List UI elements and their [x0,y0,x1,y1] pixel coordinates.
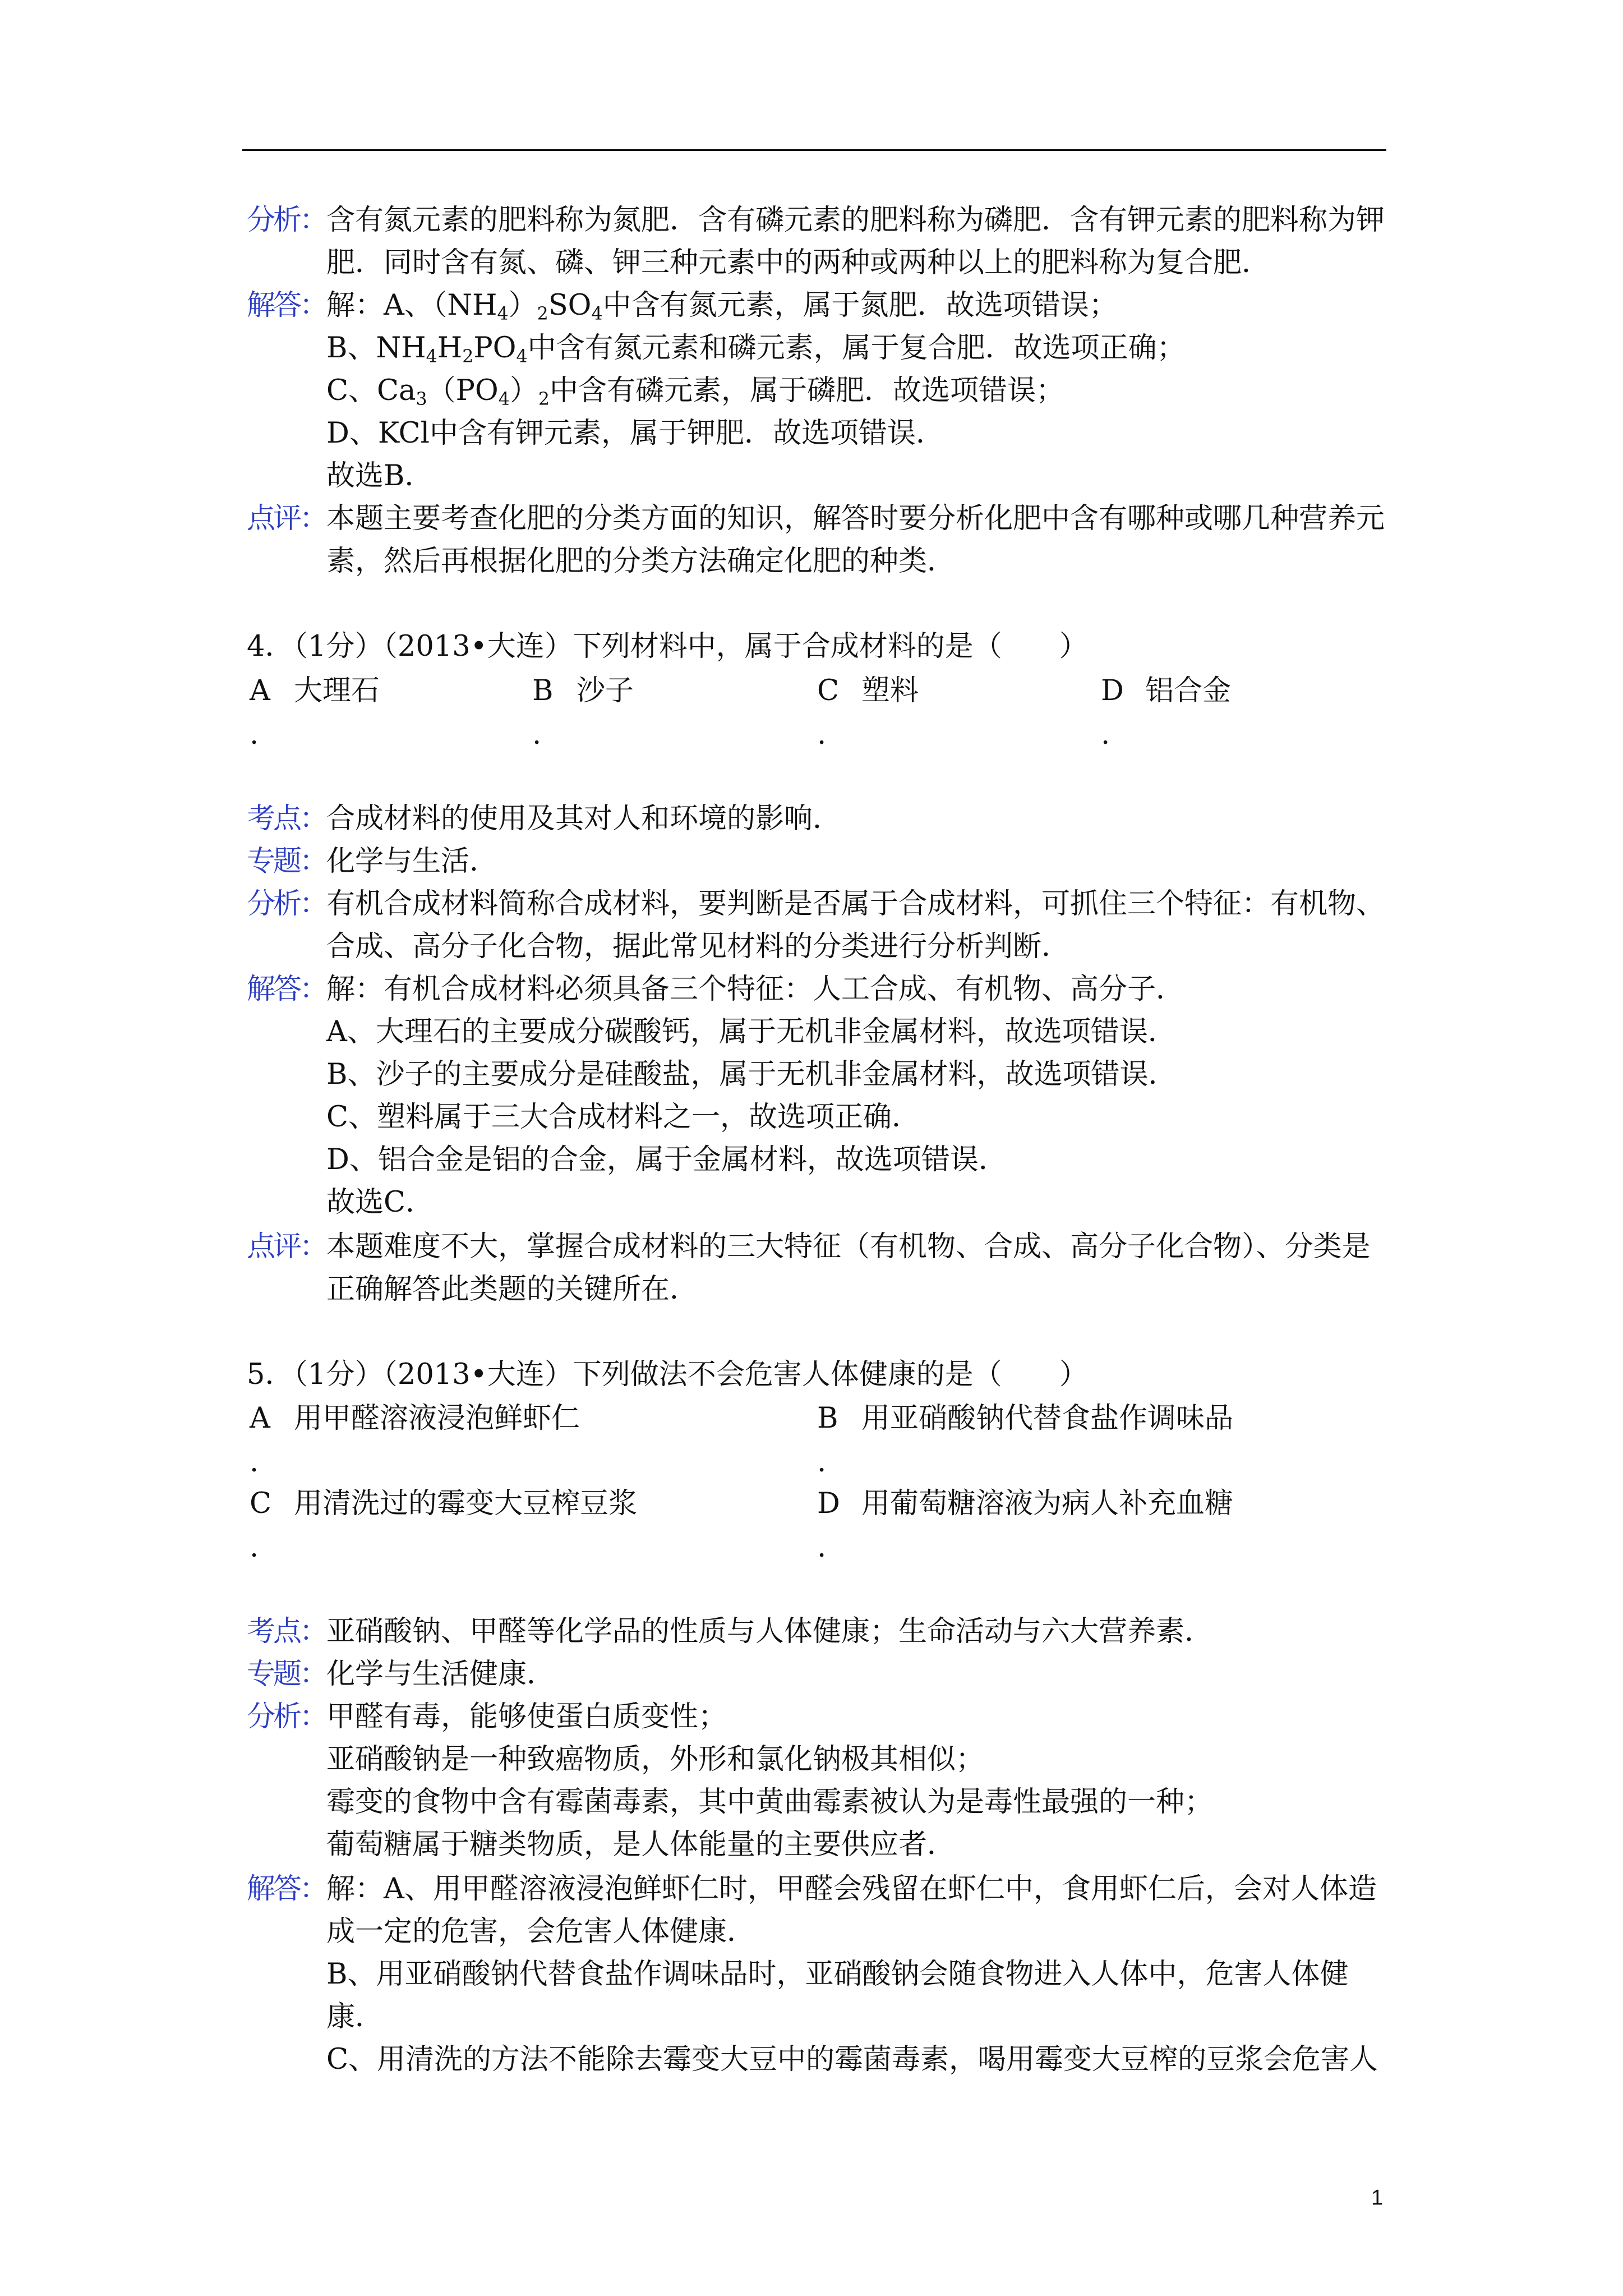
kaodian-label: 考点： [247,1615,326,1648]
option-letter: A [250,674,270,707]
answer-line [247,968,1184,1011]
option-letter: C [250,1487,272,1520]
option-text: 沙子 [577,674,634,707]
answer-conclusion: 故选C． [326,1186,435,1219]
analysis-label: 分析： [247,1700,326,1733]
option-dot: . [250,718,259,751]
option-dot: . [532,718,542,751]
option-c [250,1483,638,1569]
answer-label: 解答： [247,289,326,322]
analysis-line [247,1696,727,1738]
zhuanti-line [247,1653,555,1696]
option-text: 用清洗过的霉变大豆榨豆浆 [294,1487,638,1520]
option-text: 塑料 [861,674,919,707]
answer-line: C、用清洗的方法不能除去霉变大豆中的霉菌毒素，喝用霉变大豆榨的豆浆会危害人 [326,2043,1378,2076]
option-text: 用葡萄糖溶液为病人补充血糖 [861,1487,1234,1520]
option-letter: B [817,1402,838,1435]
option-b [817,1397,1234,1484]
kaodian-line [247,1611,1213,1653]
analysis-line: 亚硝酸钠是一种致癌物质，外形和氯化钠极其相似； [326,1743,985,1776]
answer-line [247,284,1118,327]
comment-line: 素，然后再根据化肥的分类方法确定化肥的种类． [326,545,956,578]
comment-text: 本题难度不大，掌握合成材料的三大特征（有机物、合成、高分子化合物）、分类是 [326,1230,1371,1263]
analysis-line: 合成、高分子化合物，据此常见材料的分类进行分析判断． [326,930,1071,963]
option-a [250,670,519,756]
answer-text: 解：A、$(NH_4)_2SO_4$中含有氮元素，属于氮肥．故选项错误； [326,289,1118,324]
option-d [817,1483,1234,1569]
analysis-text: 甲醛有毒，能够使蛋白质变性； [326,1700,727,1733]
analysis-text: 含有氮元素的肥料称为氮肥．含有磷元素的肥料称为磷肥．含有钾元素的肥料称为钾 [326,204,1385,237]
analysis-line: 葡萄糖属于糖类物质，是人体能量的主要供应者． [326,1828,956,1861]
comment-line [247,498,1385,540]
kaodian-line [247,798,841,840]
analysis-line: 肥．同时含有氮、磷、钾三种元素中的两种或两种以上的肥料称为复合肥． [326,246,1271,279]
comment-label: 点评： [247,502,326,535]
comment-label: 点评： [247,1230,326,1263]
answer-line: A、大理石的主要成分碳酸钙，属于无机非金属材料，故选项错误． [326,1015,1177,1048]
option-text: 用亚硝酸钠代替食盐作调味品 [861,1402,1234,1435]
option-letter: B [532,674,554,707]
option-c [817,670,1086,756]
zhuanti-text: 化学与生活健康． [326,1658,556,1691]
answer-label: 解答： [247,1872,326,1906]
kaodian-text: 亚硝酸钠、甲醛等化学品的性质与人体健康；生命活动与六大营养素． [326,1615,1214,1648]
option-letter: A [250,1402,270,1435]
option-text: 铝合金 [1145,674,1232,707]
option-letter: C [817,674,840,707]
analysis-line [247,199,1385,242]
option-dot: . [250,1446,259,1479]
answer-line: C、塑料属于三大合成材料之一，故选项正确． [326,1101,921,1134]
option-letter: D [817,1487,840,1520]
option-dot: . [817,718,827,751]
comment-text: 本题主要考查化肥的分类方面的知识，解答时要分析化肥中含有哪种或哪几种营养元 [326,502,1385,535]
option-text: 大理石 [294,674,380,707]
option-text: 用甲醛溶液浸泡鲜虾仁 [294,1402,580,1435]
option-dot: . [1101,718,1110,751]
answer-line: 成一定的危害，会危害人体健康． [326,1915,756,1948]
kaodian-label: 考点： [247,802,326,835]
option-d [1101,670,1370,756]
option-dot: . [817,1446,827,1479]
page-number: 1 [1371,2186,1384,2210]
zhuanti-text: 化学与生活． [326,845,499,878]
option-letter: D [1101,674,1124,707]
option-b [532,670,801,756]
option-dot: . [817,1531,827,1564]
answer-line [247,1868,1377,1911]
answer-line: B、$NH_4H_2PO_4$中含有氮元素和磷元素，属于复合肥．故选项正确； [326,332,1186,367]
analysis-line: 霉变的食物中含有霉菌毒素，其中黄曲霉素被认为是毒性最强的一种； [326,1786,1214,1819]
question-stem: 5．（1分）（2013•大连）下列做法不会危害人体健康的是（ ） [247,1358,1088,1391]
kaodian-text: 合成材料的使用及其对人和环境的影响． [326,802,842,835]
answer-text: 解：A、用甲醛溶液浸泡鲜虾仁时，甲醛会残留在虾仁中，食用虾仁后，会对人体造 [326,1872,1377,1906]
analysis-label: 分析： [247,887,326,921]
answer-line: 康． [326,2000,384,2033]
answer-conclusion: 故选B． [326,459,434,493]
analysis-line [247,883,1385,926]
option-a [250,1397,580,1484]
header-rule [242,149,1386,151]
comment-line [247,1226,1371,1268]
analysis-text: 有机合成材料简称合成材料，要判断是否属于合成材料，可抓住三个特征：有机物、 [326,887,1385,921]
zhuanti-label: 专题： [247,845,326,878]
comment-line: 正确解答此类题的关键所在． [326,1273,699,1306]
answer-line: B、沙子的主要成分是硅酸盐，属于无机非金属材料，故选项错误． [326,1058,1177,1091]
zhuanti-label: 专题： [247,1658,326,1691]
option-dot: . [250,1531,259,1564]
question-stem: 4．（1分）（2013•大连）下列材料中，属于合成材料的是（ ） [247,630,1088,663]
answer-line: C、$Ca_3(PO_4)_2$中含有磷元素，属于磷肥．故选项错误； [326,374,1064,409]
zhuanti-line [247,840,498,883]
answer-line: D、KCl中含有钾元素，属于钾肥．故选项错误． [326,417,944,450]
answer-line: D、铝合金是铝的合金，属于金属材料，故选项错误． [326,1143,1007,1176]
answer-label: 解答： [247,973,326,1006]
analysis-label: 分析： [247,204,326,237]
answer-line: B、用亚硝酸钠代替食盐作调味品时，亚硝酸钠会随食物进入人体中，危害人体健 [326,1958,1349,1991]
answer-text: 解：有机合成材料必须具备三个特征：人工合成、有机物、高分子． [326,973,1185,1006]
